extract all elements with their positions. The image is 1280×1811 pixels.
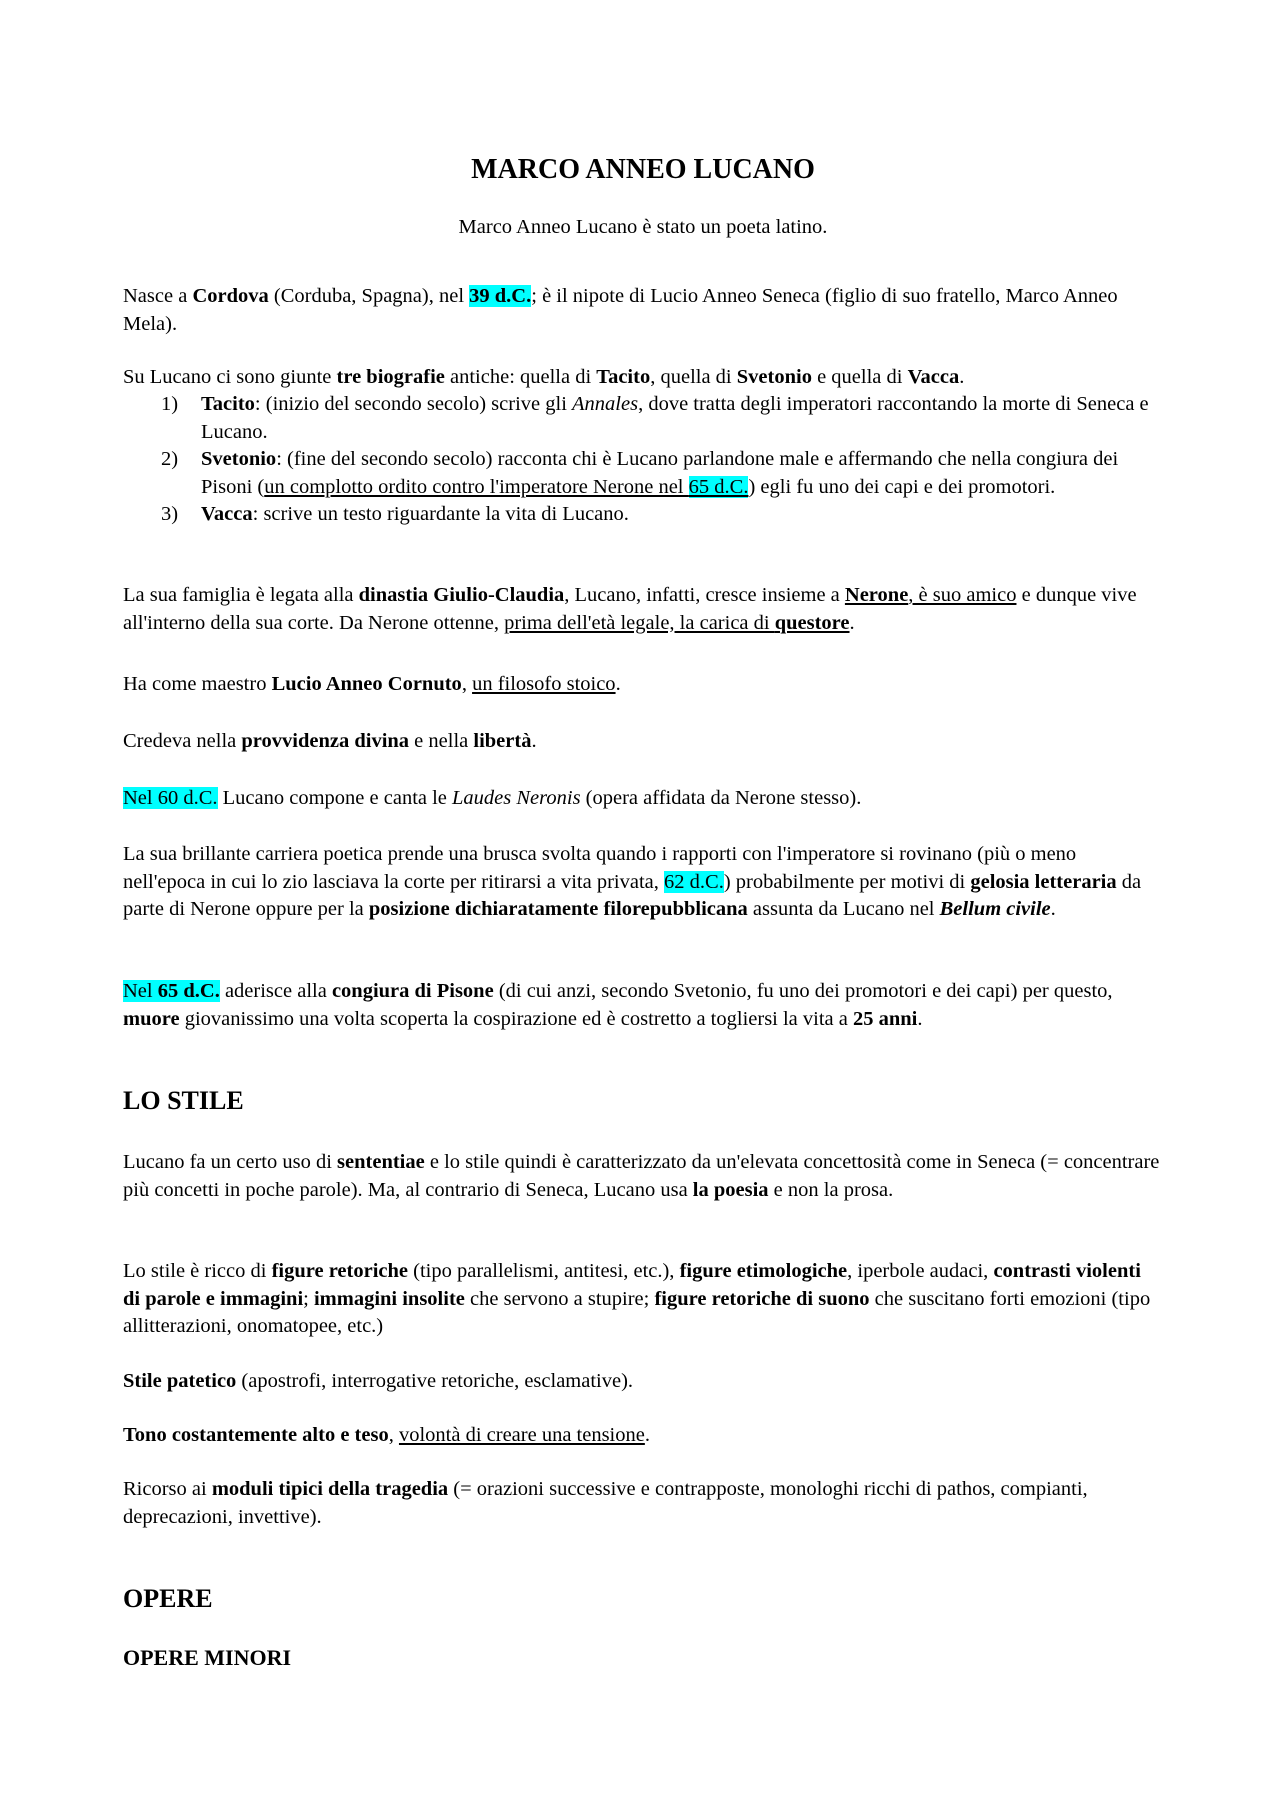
- paragraph-birth: Nasce a Cordova (Corduba, Spagna), nel 39 d.C.; è il nipote di Lucio Anneo Seneca (figlio di suo fratello, Marco Anneo Mela).: [123, 285, 1118, 335]
- highlight-date: 39 d.C.: [469, 285, 532, 307]
- paragraph-pathetic-style: Stile patetico (apostrofi, interrogative retoriche, esclamative).: [123, 1370, 634, 1392]
- paragraph-tone: Tono costantemente alto e teso, volontà di creare una tensione.: [123, 1424, 650, 1446]
- paragraph-career: La sua brillante carriera poetica prende una brusca svolta quando i rapporti con l'imperatore si rovinano (più o meno nell'epoca in cui lo zio lasciava la corte per ritirarsi a vita privata, 62 d.C.) probabilmente per motivi di gelosia letteraria da parte di Nerone oppure per la posizione dichiaratamente filorepubblicana assunta da Lucano nel Bellum civile.: [123, 843, 1142, 920]
- paragraph-beliefs: Credeva nella provvidenza divina e nella libertà.: [123, 730, 537, 752]
- highlight-date: 62 d.C.: [664, 870, 724, 893]
- paragraph-biographies: Su Lucano ci sono giunte tre biografie antiche: quella di Tacito, quella di Svetonio e quella di Vacca.: [123, 366, 965, 388]
- paragraph-teacher: Ha come maestro Lucio Anneo Cornuto, un filosofo stoico.: [123, 673, 621, 695]
- paragraph-figures: Lo stile è ricco di figure retoriche (tipo parallelismi, antitesi, etc.), figure etimologiche, iperbole audaci, contrasti violenti di parole e immagini; immagini insolite che servono a stupire; figure retoriche di suono che suscitano forti emozioni (tipo allitterazioni, onomatopee, etc.): [123, 1260, 1151, 1337]
- paragraph-death: Nel 65 d.C. aderisce alla congiura di Pisone (di cui anzi, secondo Svetonio, fu uno dei promotori e dei capi) per questo, muore giovanissimo una volta scoperta la cospirazione ed è costretto a togliersi la vita a 25 anni.: [123, 980, 1113, 1030]
- section-heading-stile: LO STILE: [123, 1086, 244, 1115]
- highlight-date: 65 d.C.: [688, 475, 749, 498]
- biographies-list: [123, 391, 1163, 529]
- subsection-heading-opere-minori: OPERE MINORI: [123, 1645, 292, 1670]
- list-item: 2) Svetonio: (fine del secondo secolo) racconta chi è Lucano parlandone male e affermando che nella congiura dei Pisoni (un complotto ordito contro l'imperatore Nerone nel 65 d.C.) egli fu uno dei capi e dei promotori.: [161, 448, 1119, 498]
- list-item: 1) Tacito: (inizio del secondo secolo) scrive gli Annales, dove tratta degli imperatori raccontando la morte di Seneca e Lucano.: [161, 393, 1149, 443]
- highlight-date: Nel 60 d.C.: [123, 787, 218, 809]
- paragraph-laudes: Nel 60 d.C. Lucano compone e canta le Laudes Neronis (opera affidata da Nerone stesso).: [123, 787, 862, 809]
- highlight-date: Nel 65 d.C.: [123, 980, 220, 1002]
- paragraph-family: La sua famiglia è legata alla dinastia Giulio-Claudia, Lucano, infatti, cresce insieme a Nerone, è suo amico e dunque vive all'interno della sua corte. Da Nerone ottenne, prima dell'età legale, la carica di questore.: [123, 584, 1137, 634]
- paragraph-tragedy: Ricorso ai moduli tipici della tragedia (= orazioni successive e contrapposte, monologhi ricchi di pathos, compianti, deprecazioni, invettive).: [123, 1478, 1088, 1528]
- list-item: 3) Vacca: scrive un testo riguardante la vita di Lucano.: [161, 503, 629, 525]
- section-heading-opere: OPERE: [123, 1584, 213, 1613]
- paragraph-sententiae: Lucano fa un certo uso di sententiae e lo stile quindi è caratterizzato da un'elevata concettosità come in Seneca (= concentrare più concetti in poche parole). Ma, al contrario di Seneca, Lucano usa la poesia e non la prosa.: [123, 1151, 1160, 1201]
- subtitle: Marco Anneo Lucano è stato un poeta latino.: [458, 216, 828, 238]
- page-title: MARCO ANNEO LUCANO: [471, 154, 815, 185]
